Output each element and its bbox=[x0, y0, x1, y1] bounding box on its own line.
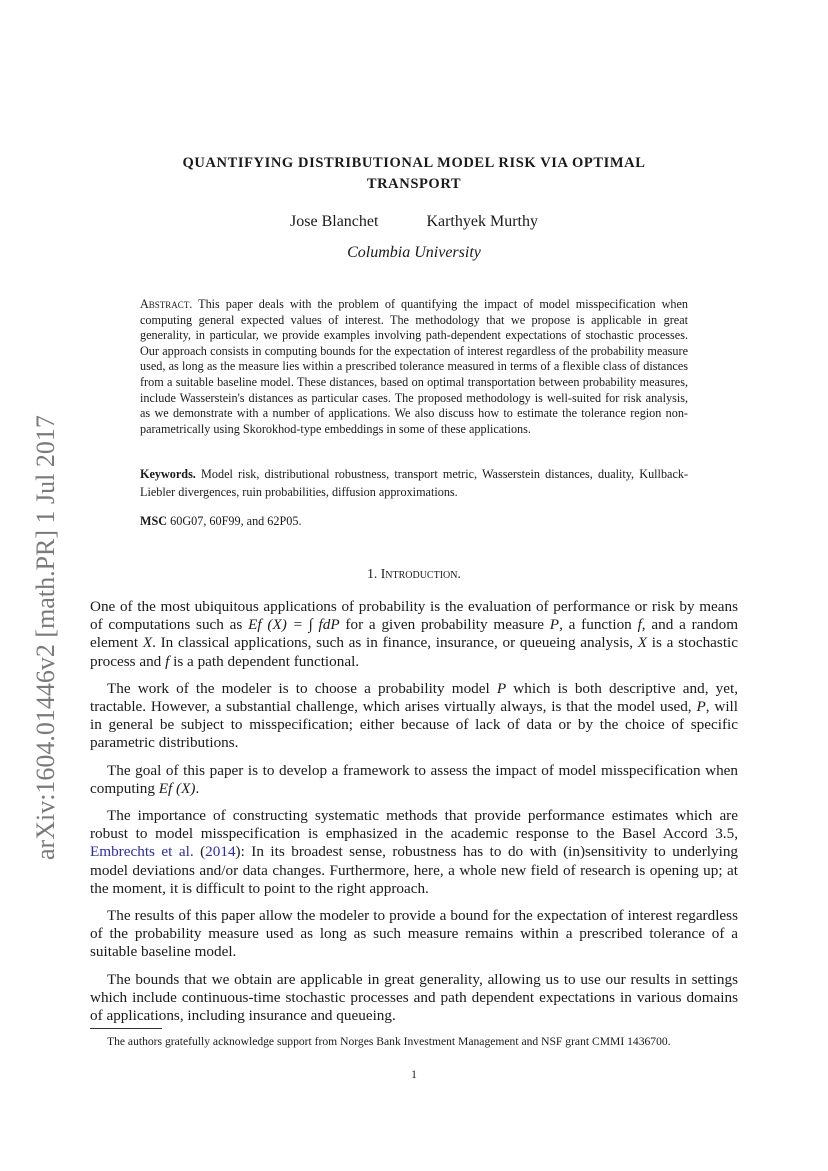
math-expression: P bbox=[549, 616, 560, 634]
keywords-text: Model risk, distributional robustness, transport metric, Wasserstein distances, duality, Kullback-Liebler divergences, ruin probabilities, diffusion approximations. bbox=[140, 467, 689, 499]
math-expression: P bbox=[696, 698, 706, 716]
msc-label: MSC bbox=[140, 514, 168, 528]
abstract-text: This paper deals with the problem of quantifying the impact of model misspecification when computing general expected values of interest. The methodology that we propose is applicable in great generality, in particular, we provide examples involving path-dependent expectations of stochastic processes. Our approach consists in computing bounds for the expectation of interest regardless of the probability measure used, as long as the measure lies within a prescribed tolerance measured in terms of a flexible class of distances from a suitable baseline model. These distances, based on optimal transportation between probability measures, include Wasserstein's distances as particular cases. The proposed methodology is well-suited for risk analysis, as we demonstrate with a number of applications. We also discuss how to estimate the tolerance region non-parametrically using Skorokhod-type embeddings in some of these applications. bbox=[140, 297, 689, 436]
paper-title-line-1: QUANTIFYING DISTRIBUTIONAL MODEL RISK VIA OPTIMAL bbox=[182, 155, 646, 171]
section-title: Introduction. bbox=[380, 566, 461, 581]
paragraph: One of the most ubiquitous applications of probability is the evaluation of performance or risk by means of computations such as Ef (X) = ∫ fdP for a given probability measure P, a function f, and a random element X. In classical applications, such as in finance, insurance, or queueing analysis, X is a stochastic process and f is a path dependent functional. bbox=[90, 598, 739, 670]
keywords bbox=[140, 465, 688, 501]
math-expression: f bbox=[165, 652, 170, 670]
footnote-divider bbox=[90, 1028, 162, 1029]
page-number: 1 bbox=[411, 1068, 417, 1081]
math-expression: f bbox=[637, 616, 642, 634]
paragraph: The goal of this paper is to develop a framework to assess the impact of model misspecification when computing Ef (X). bbox=[90, 761, 738, 797]
section-heading-introduction bbox=[0, 566, 828, 582]
arxiv-identifier-stamp: arXiv:1604.01446v2 [math.PR] 1 Jul 2017 bbox=[31, 415, 60, 860]
citation-link[interactable]: Embrechts et al. bbox=[90, 843, 194, 861]
paragraph: The importance of constructing systematic methods that provide performance estimates which are robust to model misspecification is emphasized in the academic response to the Basel Accord 3.5, Embrechts et al. (2014): In its broadest sense, robustness has to do with (in)sensitivity to underlying model deviations and/or data changes. Furthermore, here, a whole new field of research is opening up; at the moment, it is difficult to point to the right approach. bbox=[90, 807, 739, 897]
keywords-label: Keywords. bbox=[140, 467, 196, 481]
paper-title-line-2: TRANSPORT bbox=[366, 176, 462, 192]
math-expression: P bbox=[496, 679, 507, 697]
paper-title bbox=[120, 153, 708, 195]
math-expression: X bbox=[142, 634, 153, 652]
section-number: 1. bbox=[367, 566, 378, 581]
math-expression: X bbox=[637, 634, 648, 652]
footnote: The authors gratefully acknowledge support from Norges Bank Investment Management and NSF grant CMMI 1436700. bbox=[107, 1035, 671, 1048]
paragraph: The results of this paper allow the modeler to provide a bound for the expectation of interest regardless of the probability measure used as long as such measure remains within a prescribed tolerance of a suitable baseline model. bbox=[90, 907, 738, 961]
paragraph: The work of the modeler is to choose a probability model P which is both descriptive and, yet, tractable. However, a substantial challenge, which arises virtually always, is that the model used, P, will in general be subject to misspecification; either because of lack of data or by the choice of specific parametric distributions. bbox=[90, 679, 738, 752]
math-expression: Ef (X) = ∫ fdP bbox=[248, 616, 340, 634]
abstract-label: Abstract. bbox=[140, 297, 193, 311]
citation-year-link[interactable]: 2014 bbox=[205, 843, 236, 861]
paragraph: The bounds that we obtain are applicable in great generality, allowing us to use our results in settings which include continuous-time stochastic processes and path dependent expectations in various domains of applications, including insurance and queueing. bbox=[90, 970, 738, 1025]
author-name: Jose Blanchet bbox=[290, 213, 379, 230]
author-name: Karthyek Murthy bbox=[426, 213, 538, 230]
msc-classification bbox=[140, 514, 688, 529]
introduction-body bbox=[90, 598, 738, 1034]
author-list bbox=[0, 213, 828, 231]
author-affiliation: Columbia University bbox=[347, 244, 481, 261]
abstract bbox=[140, 297, 688, 437]
msc-text: 60G07, 60F99, and 62P05. bbox=[170, 514, 302, 528]
math-expression: Ef (X) bbox=[158, 779, 196, 797]
